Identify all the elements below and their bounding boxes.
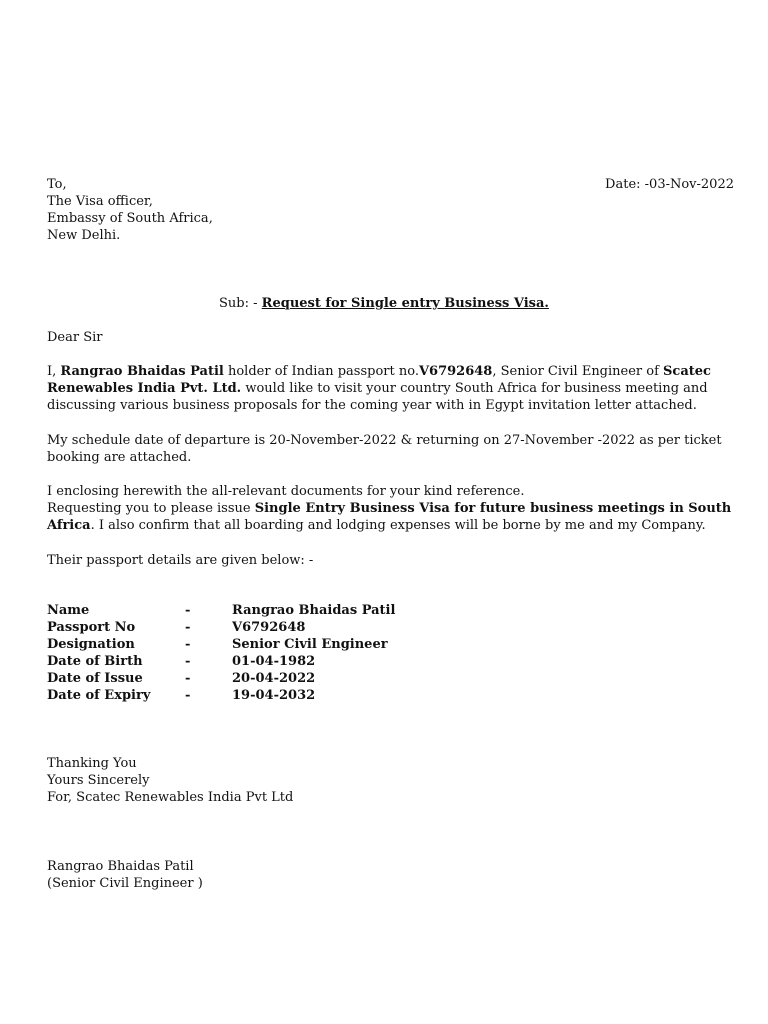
- paragraph-intro: [47, 363, 747, 414]
- paragraph-request: [47, 483, 747, 534]
- applicant-name: Rangrao Bhaidas Patil: [60, 364, 224, 379]
- details-row: [47, 636, 395, 653]
- passport-intro: Their passport details are given below: -: [47, 553, 314, 568]
- details-value: 01-04-1982: [232, 654, 316, 669]
- details-value: 20-04-2022: [232, 671, 316, 686]
- paragraph-request-line-3: [47, 517, 747, 534]
- details-label: Date of Issue: [47, 671, 143, 686]
- details-separator: -: [185, 688, 191, 703]
- details-value: V6792648: [232, 620, 306, 635]
- details-row: [47, 619, 395, 636]
- subject-line: [0, 295, 768, 312]
- details-separator: -: [185, 620, 191, 635]
- closing-block: [47, 755, 293, 806]
- letter-date: Date: -03-Nov-2022: [605, 177, 734, 192]
- visa-request-bold-end: Africa: [47, 518, 91, 533]
- closing-line-3: For, Scatec Renewables India Pvt Ltd: [47, 790, 294, 805]
- address-block: [47, 176, 213, 244]
- paragraph-schedule: [47, 432, 747, 466]
- text-fragment: I,: [47, 364, 61, 379]
- salutation: Dear Sir: [47, 330, 103, 345]
- details-value: 19-04-2032: [232, 688, 316, 703]
- details-row: [47, 602, 395, 619]
- details-row: [47, 670, 395, 687]
- text-fragment: would like to visit your country South Africa for business meeting and: [241, 381, 708, 396]
- details-row: [47, 687, 395, 704]
- passport-details-table: [47, 602, 395, 704]
- passport-number: V6792648: [418, 364, 493, 379]
- subject-prefix: Sub: -: [219, 296, 262, 311]
- address-to: To,: [47, 177, 67, 192]
- details-label: Passport No: [47, 620, 136, 635]
- details-label: Name: [47, 603, 90, 618]
- details-row: [47, 653, 395, 670]
- details-separator: -: [185, 671, 191, 686]
- details-value: Rangrao Bhaidas Patil: [232, 603, 396, 618]
- closing-line-2: Yours Sincerely: [47, 773, 150, 788]
- details-value: Senior Civil Engineer: [232, 637, 388, 652]
- details-label: Designation: [47, 637, 135, 652]
- paragraph-intro-line-2: [47, 380, 747, 397]
- text-fragment: holder of Indian passport no.: [223, 364, 419, 379]
- address-line-3: New Delhi.: [47, 228, 121, 243]
- paragraph-schedule-line-1: My schedule date of departure is 20-November-2022 & returning on 27-November -2022 as per ticket: [47, 433, 722, 448]
- paragraph-request-line-2: [47, 500, 747, 517]
- subject-text: Request for Single entry Business Visa.: [261, 296, 549, 311]
- address-line-1: The Visa officer,: [47, 194, 153, 209]
- paragraph-schedule-line-2: booking are attached.: [47, 450, 192, 465]
- details-separator: -: [185, 637, 191, 652]
- closing-line-1: Thanking You: [47, 756, 137, 771]
- company-name-part-2: Renewables India Pvt. Ltd.: [47, 381, 242, 396]
- paragraph-request-line-1: I enclosing herewith the all-relevant documents for your kind reference.: [47, 484, 525, 499]
- company-name-part-1: Scatec: [663, 364, 711, 379]
- signatory-designation: (Senior Civil Engineer ): [47, 876, 203, 891]
- address-line-2: Embassy of South Africa,: [47, 211, 213, 226]
- details-separator: -: [185, 654, 191, 669]
- signatory-name: Rangrao Bhaidas Patil: [47, 859, 194, 874]
- text-fragment: . I also confirm that all boarding and lodging expenses will be borne by me and my Company.: [90, 518, 706, 533]
- paragraph-intro-line-3: discussing various business proposals for the coming year with in Egypt invitation letter attached.: [47, 398, 697, 413]
- details-label: Date of Birth: [47, 654, 143, 669]
- text-fragment: Requesting you to please issue: [47, 501, 255, 516]
- paragraph-intro-line-1: [47, 363, 747, 380]
- details-separator: -: [185, 603, 191, 618]
- text-fragment: , Senior Civil Engineer of: [492, 364, 664, 379]
- visa-request-bold: Single Entry Business Visa for future business meetings in South: [254, 501, 732, 516]
- details-label: Date of Expiry: [47, 688, 151, 703]
- signature-block: [47, 858, 203, 892]
